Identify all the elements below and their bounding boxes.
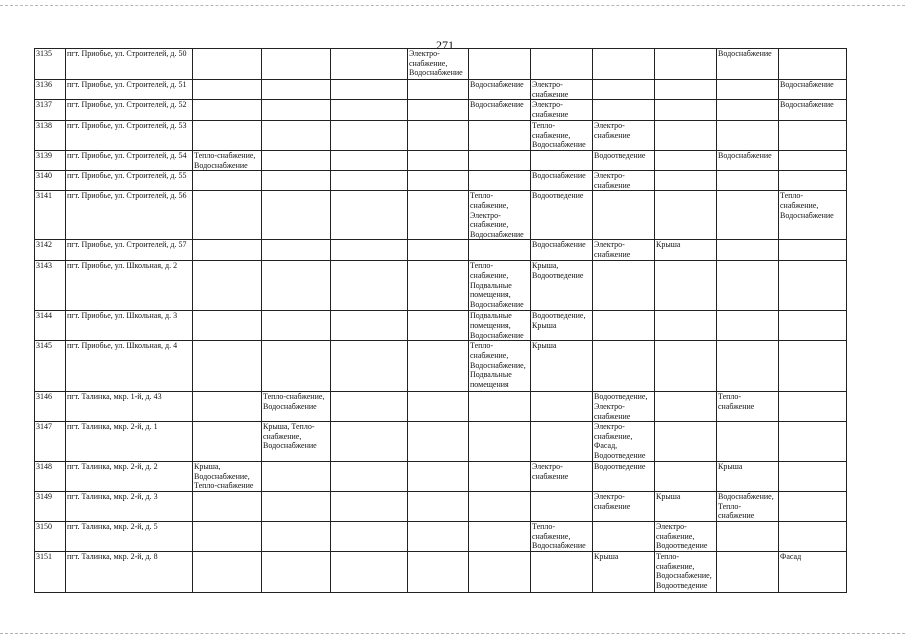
- year-cell: [262, 240, 331, 261]
- year-cell: [193, 240, 262, 261]
- year-cell: Водоснабжение: [717, 150, 779, 170]
- row-number: 3147: [35, 422, 66, 462]
- year-cell: [408, 261, 469, 311]
- year-cell: [331, 121, 408, 151]
- row-number: 3148: [35, 462, 66, 492]
- year-cell: [262, 551, 331, 592]
- address-cell: пгт. Талинка, мкр. 2-й, д. 8: [66, 551, 193, 592]
- year-cell: [779, 392, 847, 422]
- year-cell: Тепло- снабжение, Водоснабжение, Подвальные помещения: [469, 341, 531, 392]
- year-cell: Фасад: [779, 551, 847, 592]
- year-cell: [408, 551, 469, 592]
- year-cell: [469, 462, 531, 492]
- year-cell: [779, 492, 847, 522]
- page-number: 271: [436, 38, 454, 52]
- year-cell: [193, 392, 262, 422]
- year-cell: [717, 100, 779, 121]
- year-cell: [193, 80, 262, 100]
- address-cell: пгт. Приобье, ул. Строителей, д. 55: [66, 171, 193, 191]
- row-number: 3145: [35, 341, 66, 392]
- year-cell: Тепло-снабжение, Водоснабжение: [193, 150, 262, 170]
- table-row: [35, 240, 847, 261]
- table-row: [35, 121, 847, 151]
- year-cell: [331, 492, 408, 522]
- year-cell: Водоснабжение: [779, 80, 847, 100]
- year-cell: [779, 121, 847, 151]
- row-number: 3146: [35, 392, 66, 422]
- year-cell: [262, 121, 331, 151]
- year-cell: [593, 522, 655, 552]
- year-cell: Крыша, Водоснабжение, Тепло-снабжение: [193, 462, 262, 492]
- table-row: [35, 80, 847, 100]
- address-cell: пгт. Приобье, ул. Строителей, д. 57: [66, 240, 193, 261]
- year-cell: [408, 100, 469, 121]
- year-cell: Крыша: [655, 240, 717, 261]
- year-cell: [655, 341, 717, 392]
- scan-bottom-edge: [0, 633, 905, 635]
- year-cell: Подвальные помещения, Водоснабжение: [469, 311, 531, 341]
- year-cell: [331, 261, 408, 311]
- row-number: 3138: [35, 121, 66, 151]
- year-cell: [717, 191, 779, 240]
- year-cell: [193, 121, 262, 151]
- year-cell: Электро- снабжение: [531, 80, 593, 100]
- row-number: 3149: [35, 492, 66, 522]
- year-cell: [331, 311, 408, 341]
- year-cell: [717, 261, 779, 311]
- year-cell: [193, 171, 262, 191]
- year-cell: [717, 551, 779, 592]
- address-cell: пгт. Приобье, ул. Строителей, д. 52: [66, 100, 193, 121]
- year-cell: Водоснабжение, Тепло- снабжение: [717, 492, 779, 522]
- address-cell: пгт. Талинка, мкр. 2-й, д. 3: [66, 492, 193, 522]
- year-cell: [655, 49, 717, 80]
- year-cell: Тепло- снабжение, Водоснабжение: [531, 121, 593, 151]
- year-cell: [469, 121, 531, 151]
- year-cell: [593, 311, 655, 341]
- address-cell: пгт. Приобье, ул. Школьная, д. 4: [66, 341, 193, 392]
- year-cell: [779, 522, 847, 552]
- table-row: [35, 462, 847, 492]
- row-number: 3135: [35, 49, 66, 80]
- year-cell: [779, 150, 847, 170]
- address-cell: пгт. Приобье, ул. Школьная, д. 2: [66, 261, 193, 311]
- address-cell: пгт. Талинка, мкр. 2-й, д. 5: [66, 522, 193, 552]
- year-cell: Электро- снабжение, Водоснабжение: [408, 49, 469, 80]
- year-cell: [779, 171, 847, 191]
- year-cell: [469, 150, 531, 170]
- year-cell: Водоотведение: [531, 191, 593, 240]
- year-cell: [655, 392, 717, 422]
- table-row: [35, 171, 847, 191]
- row-number: 3140: [35, 171, 66, 191]
- year-cell: Водоснабжение: [717, 49, 779, 80]
- year-cell: [331, 171, 408, 191]
- year-cell: Тепло- снабжение, Водоснабжение, Водоотведение: [655, 551, 717, 592]
- year-cell: [717, 311, 779, 341]
- year-cell: [331, 392, 408, 422]
- year-cell: [193, 551, 262, 592]
- year-cell: [779, 311, 847, 341]
- year-cell: [779, 341, 847, 392]
- year-cell: [262, 261, 331, 311]
- year-cell: Тепло- снабжение, Водоснабжение: [779, 191, 847, 240]
- year-cell: [469, 422, 531, 462]
- year-cell: [193, 492, 262, 522]
- year-cell: [408, 341, 469, 392]
- year-cell: [262, 522, 331, 552]
- year-cell: Электро- снабжение, Фасад, Водоотведение: [593, 422, 655, 462]
- year-cell: [655, 100, 717, 121]
- year-cell: [593, 191, 655, 240]
- works-schedule-table: [34, 48, 847, 593]
- year-cell: [331, 150, 408, 170]
- year-cell: [262, 341, 331, 392]
- year-cell: [717, 422, 779, 462]
- address-cell: пгт. Приобье, ул. Строителей, д. 50: [66, 49, 193, 80]
- year-cell: [408, 240, 469, 261]
- year-cell: [262, 191, 331, 240]
- year-cell: [655, 80, 717, 100]
- address-cell: пгт. Талинка, мкр. 2-й, д. 2: [66, 462, 193, 492]
- year-cell: [331, 551, 408, 592]
- year-cell: [655, 191, 717, 240]
- table-row: [35, 522, 847, 552]
- address-cell: пгт. Приобье, ул. Строителей, д. 54: [66, 150, 193, 170]
- table-row: [35, 422, 847, 462]
- table-row: [35, 311, 847, 341]
- year-cell: [531, 551, 593, 592]
- year-cell: [593, 100, 655, 121]
- year-cell: [779, 422, 847, 462]
- year-cell: [331, 462, 408, 492]
- year-cell: [655, 261, 717, 311]
- year-cell: [262, 49, 331, 80]
- year-cell: Электро- снабжение: [531, 462, 593, 492]
- row-number: 3144: [35, 311, 66, 341]
- year-cell: [408, 121, 469, 151]
- year-cell: [655, 462, 717, 492]
- year-cell: [531, 392, 593, 422]
- year-cell: Водоснабжение: [469, 100, 531, 121]
- year-cell: [531, 492, 593, 522]
- year-cell: [331, 191, 408, 240]
- address-cell: пгт. Приобье, ул. Строителей, д. 53: [66, 121, 193, 151]
- year-cell: Тепло-снабжение, Водоснабжение: [262, 392, 331, 422]
- table-row: [35, 150, 847, 170]
- table-row: [35, 392, 847, 422]
- year-cell: Тепло- снабжение, Электро- снабжение, Водоснабжение: [469, 191, 531, 240]
- year-cell: [408, 392, 469, 422]
- year-cell: [593, 341, 655, 392]
- year-cell: [408, 462, 469, 492]
- year-cell: [655, 311, 717, 341]
- year-cell: [331, 522, 408, 552]
- year-cell: [193, 522, 262, 552]
- year-cell: Водоснабжение: [531, 240, 593, 261]
- row-number: 3141: [35, 191, 66, 240]
- year-cell: [779, 261, 847, 311]
- table-row: [35, 551, 847, 592]
- year-cell: [262, 311, 331, 341]
- year-cell: Водоснабжение: [531, 171, 593, 191]
- year-cell: [655, 422, 717, 462]
- year-cell: [262, 171, 331, 191]
- scan-top-edge: [0, 5, 905, 7]
- year-cell: [469, 492, 531, 522]
- year-cell: [193, 191, 262, 240]
- year-cell: [331, 422, 408, 462]
- year-cell: [655, 121, 717, 151]
- year-cell: [655, 150, 717, 170]
- address-cell: пгт. Приобье, ул. Строителей, д. 56: [66, 191, 193, 240]
- year-cell: [717, 240, 779, 261]
- year-cell: [193, 49, 262, 80]
- year-cell: Электро- снабжение: [593, 171, 655, 191]
- year-cell: [779, 240, 847, 261]
- year-cell: [469, 49, 531, 80]
- year-cell: [408, 311, 469, 341]
- year-cell: [469, 240, 531, 261]
- row-number: 3136: [35, 80, 66, 100]
- year-cell: [408, 191, 469, 240]
- year-cell: [593, 80, 655, 100]
- year-cell: [655, 171, 717, 191]
- year-cell: [779, 462, 847, 492]
- year-cell: [469, 171, 531, 191]
- row-number: 3151: [35, 551, 66, 592]
- year-cell: [408, 80, 469, 100]
- year-cell: Тепло- снабжение: [717, 392, 779, 422]
- year-cell: [193, 311, 262, 341]
- row-number: 3139: [35, 150, 66, 170]
- year-cell: [262, 462, 331, 492]
- year-cell: Водоотведение: [593, 150, 655, 170]
- year-cell: [469, 522, 531, 552]
- row-number: 3143: [35, 261, 66, 311]
- year-cell: [408, 422, 469, 462]
- year-cell: [262, 492, 331, 522]
- year-cell: [717, 341, 779, 392]
- year-cell: Крыша: [593, 551, 655, 592]
- address-cell: пгт. Приобье, ул. Школьная, д. 3: [66, 311, 193, 341]
- year-cell: [262, 80, 331, 100]
- year-cell: Крыша, Водоотведение: [531, 261, 593, 311]
- year-cell: Крыша: [717, 462, 779, 492]
- table-row: [35, 49, 847, 80]
- year-cell: [331, 49, 408, 80]
- year-cell: [469, 392, 531, 422]
- year-cell: [469, 551, 531, 592]
- year-cell: Тепло- снабжение, Водоснабжение: [531, 522, 593, 552]
- year-cell: Электро- снабжение, Водоотведение: [655, 522, 717, 552]
- year-cell: Электро- снабжение: [593, 121, 655, 151]
- table-row: [35, 341, 847, 392]
- year-cell: [331, 341, 408, 392]
- year-cell: [193, 100, 262, 121]
- address-cell: пгт. Талинка, мкр. 1-й, д. 43: [66, 392, 193, 422]
- year-cell: Водоотведение, Электро- снабжение: [593, 392, 655, 422]
- year-cell: [331, 100, 408, 121]
- year-cell: Электро- снабжение: [593, 492, 655, 522]
- year-cell: Водоотведение: [593, 462, 655, 492]
- year-cell: Крыша: [531, 341, 593, 392]
- year-cell: [193, 341, 262, 392]
- year-cell: [193, 261, 262, 311]
- year-cell: [531, 49, 593, 80]
- address-cell: пгт. Приобье, ул. Строителей, д. 51: [66, 80, 193, 100]
- year-cell: [331, 240, 408, 261]
- year-cell: Крыша: [655, 492, 717, 522]
- table-row: [35, 492, 847, 522]
- year-cell: Крыша, Тепло- снабжение, Водоснабжение: [262, 422, 331, 462]
- year-cell: [408, 492, 469, 522]
- year-cell: [531, 422, 593, 462]
- year-cell: [408, 171, 469, 191]
- year-cell: [717, 171, 779, 191]
- year-cell: [408, 150, 469, 170]
- year-cell: [717, 522, 779, 552]
- year-cell: Электро- снабжение: [531, 100, 593, 121]
- year-cell: Водоотведение, Крыша: [531, 311, 593, 341]
- year-cell: [408, 522, 469, 552]
- table-row: [35, 100, 847, 121]
- year-cell: [531, 150, 593, 170]
- year-cell: Водоснабжение: [779, 100, 847, 121]
- row-number: 3150: [35, 522, 66, 552]
- row-number: 3137: [35, 100, 66, 121]
- table-row: [35, 261, 847, 311]
- year-cell: [717, 80, 779, 100]
- year-cell: [331, 80, 408, 100]
- year-cell: [593, 261, 655, 311]
- year-cell: [262, 150, 331, 170]
- year-cell: Тепло- снабжение, Подвальные помещения, Водоснабжение: [469, 261, 531, 311]
- year-cell: [593, 49, 655, 80]
- table-row: [35, 191, 847, 240]
- year-cell: [717, 121, 779, 151]
- year-cell: [262, 100, 331, 121]
- year-cell: [193, 422, 262, 462]
- row-number: 3142: [35, 240, 66, 261]
- year-cell: Электро- снабжение: [593, 240, 655, 261]
- year-cell: [779, 49, 847, 80]
- address-cell: пгт. Талинка, мкр. 2-й, д. 1: [66, 422, 193, 462]
- year-cell: Водоснабжение: [469, 80, 531, 100]
